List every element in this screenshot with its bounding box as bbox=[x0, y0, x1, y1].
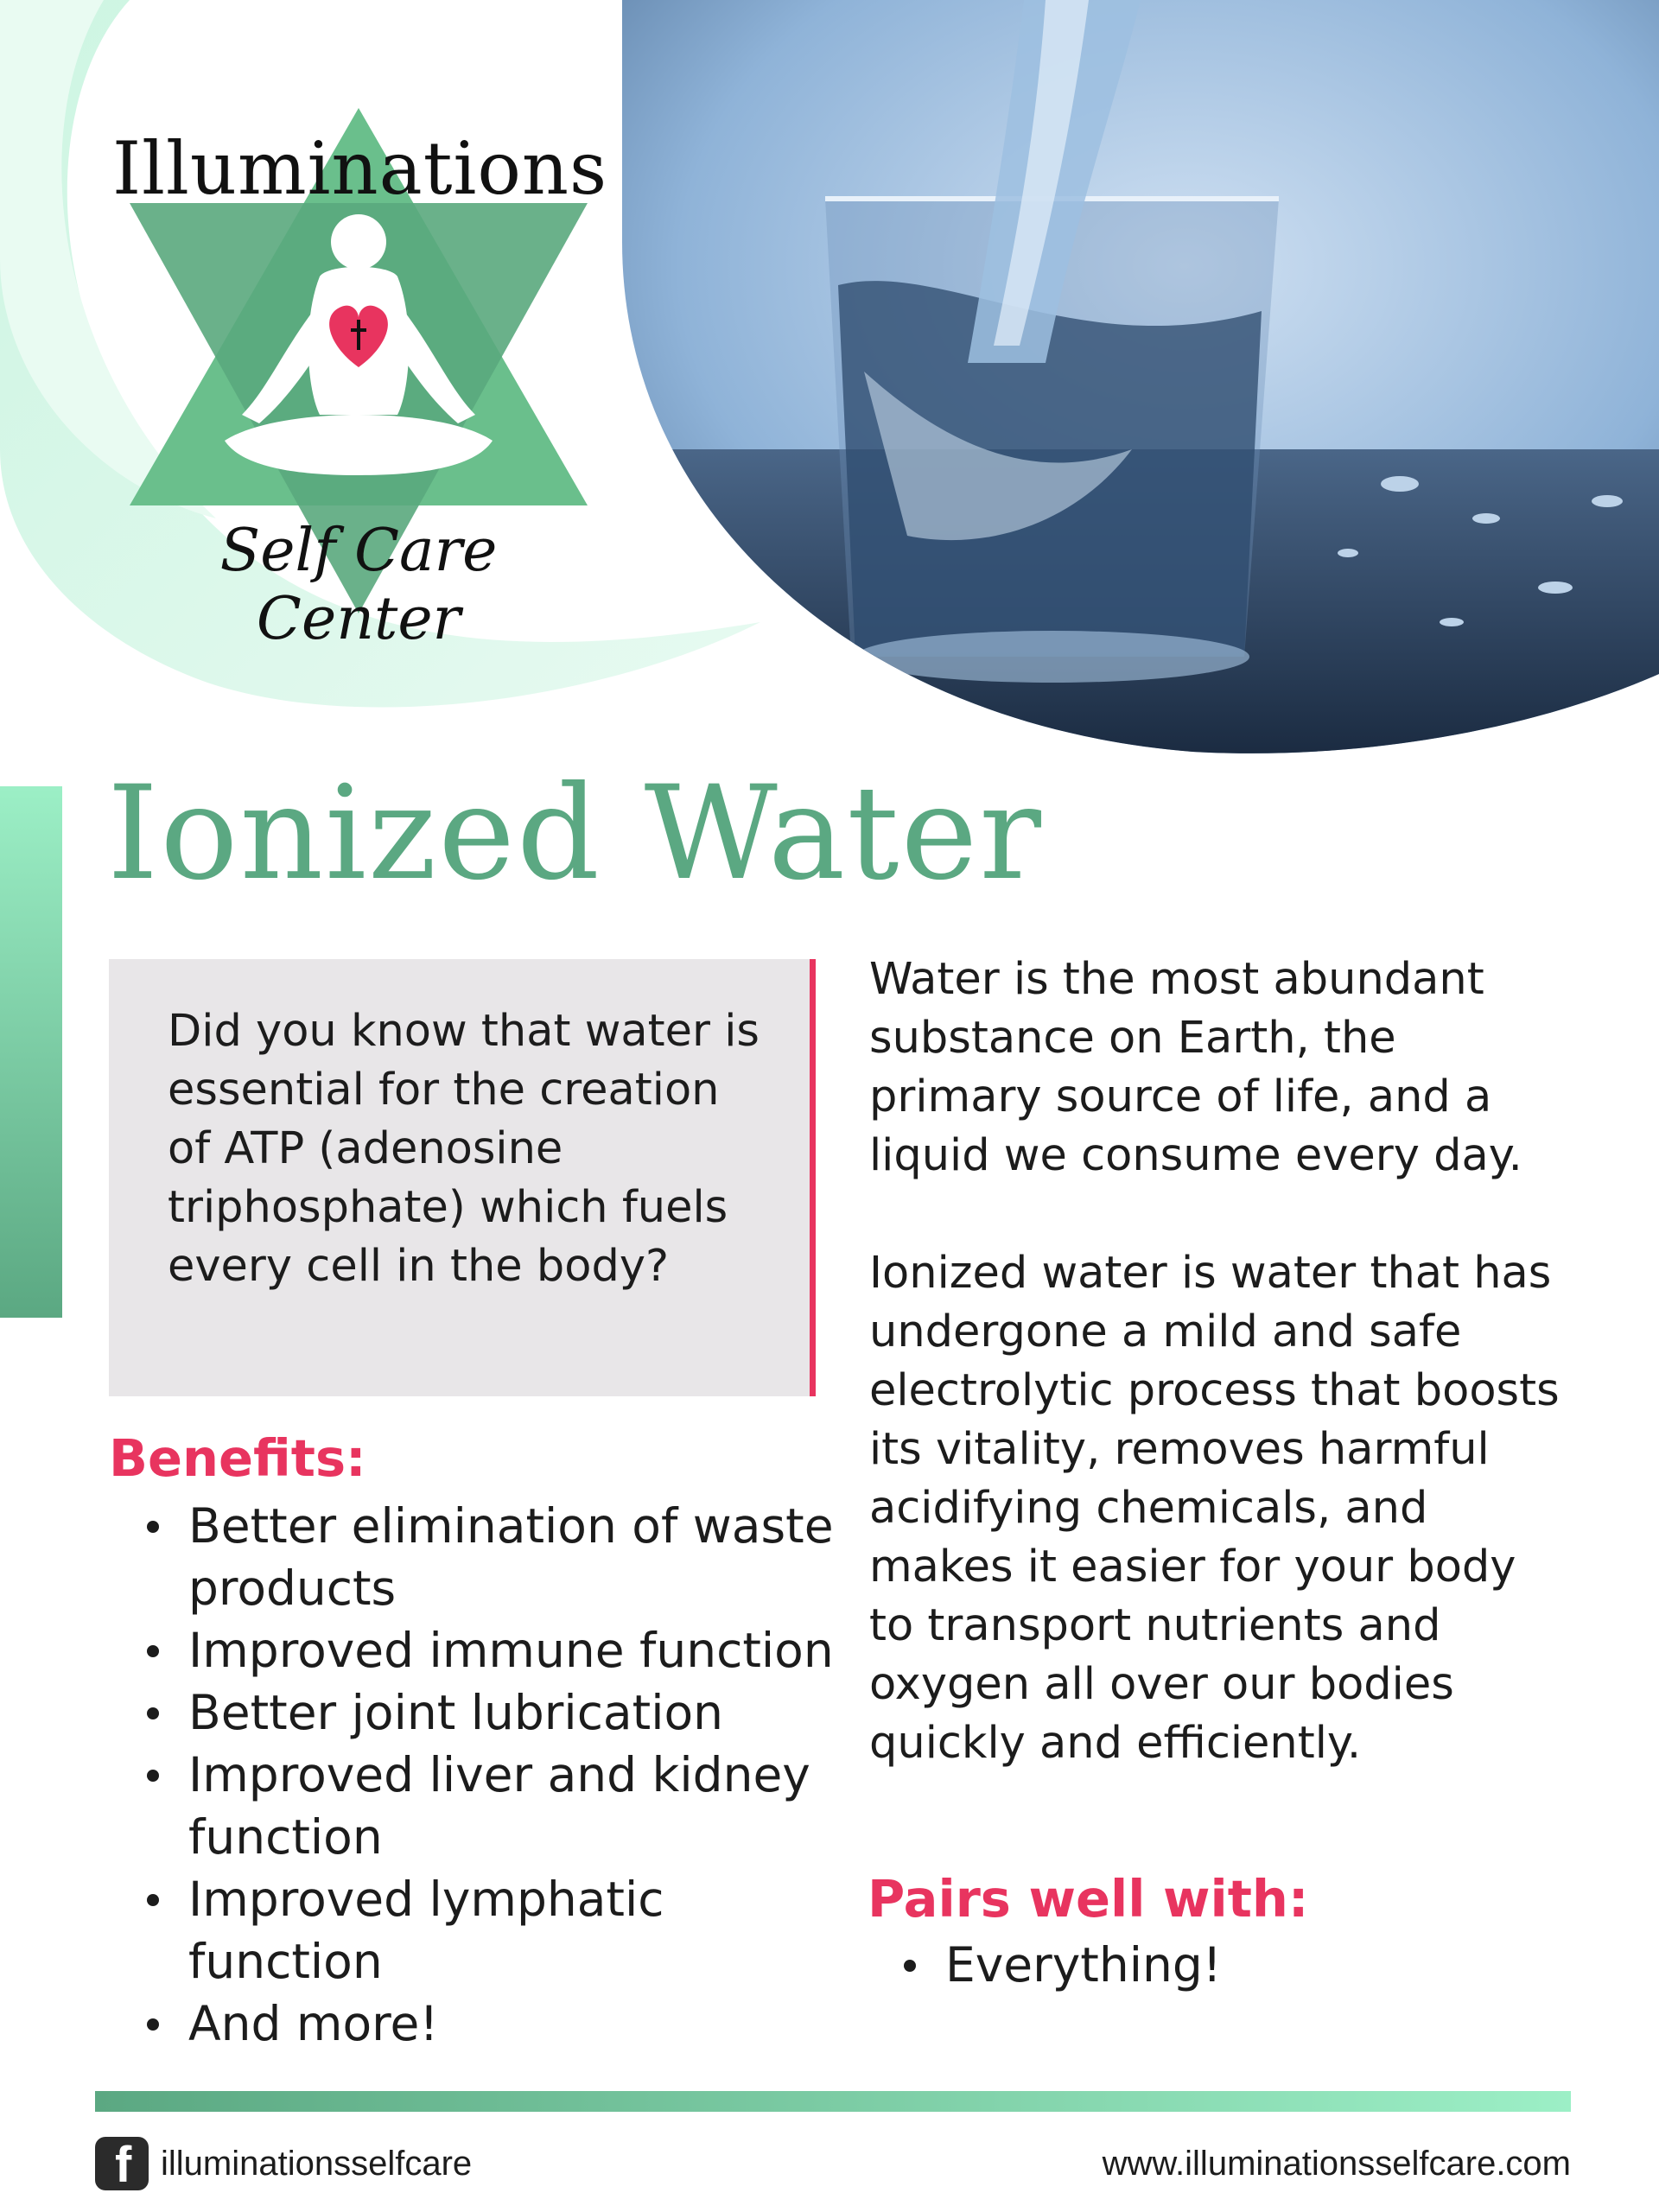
fact-box bbox=[109, 959, 816, 1396]
side-accent-bar bbox=[0, 786, 62, 1318]
list-item: Everything! bbox=[945, 1934, 1222, 1996]
fact-text: Did you know that water is essential for the creation of ATP (adenosine triphosphate) which fuels every cell in the body? bbox=[168, 1006, 760, 1292]
list-item: Improved lymphatic function bbox=[188, 1868, 864, 1993]
intro-paragraph: Water is the most abundant substance on Earth, the primary source of life, and a liquid we consume every day. bbox=[869, 954, 1522, 1181]
list-item: Better elimination of waste products bbox=[188, 1495, 864, 1619]
benefits-list bbox=[138, 1495, 864, 2055]
page-title: Ionized Water bbox=[107, 759, 1043, 909]
facebook-icon[interactable]: f bbox=[95, 2137, 149, 2190]
logo-top-text: Illuminations bbox=[112, 126, 608, 211]
footer-bar bbox=[95, 2091, 1571, 2112]
list-item: Improved liver and kidney function bbox=[188, 1744, 864, 1868]
water-glass-photo bbox=[605, 0, 1659, 760]
logo-bottom-text: Self Care Center bbox=[219, 517, 498, 653]
list-item: Improved immune function bbox=[188, 1619, 864, 1681]
list-item: And more! bbox=[188, 1993, 864, 2055]
social-handle[interactable]: illuminationsselfcare bbox=[161, 2145, 473, 2183]
pairs-list bbox=[895, 1934, 1222, 1996]
list-item: Better joint lubrication bbox=[188, 1681, 864, 1744]
website-link[interactable]: www.illuminationsselfcare.com bbox=[1102, 2145, 1571, 2183]
pairs-heading: Pairs well with: bbox=[868, 1869, 1309, 1929]
logo bbox=[112, 104, 608, 653]
benefits-heading: Benefits: bbox=[109, 1428, 366, 1488]
ionized-paragraph: Ionized water is water that has undergone a mild and safe electrolytic process that boosts its vitality, removes harmful acidifying chemicals, and makes it easier for your body to transport nutrients and oxygen all over our bodies quickly and efficiently. bbox=[869, 1248, 1560, 1769]
